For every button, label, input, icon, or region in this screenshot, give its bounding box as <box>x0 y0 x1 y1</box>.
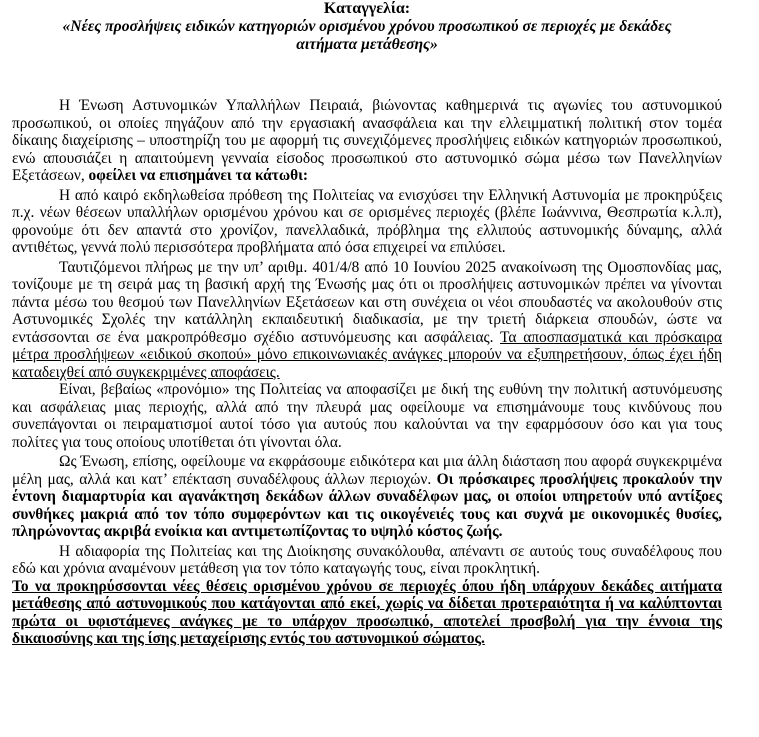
paragraph-4-text: Είναι, βεβαίως «προνόμιο» της Πολιτείας να αποφασίζει με δική της ευθύνη την πολιτική αστυνόμευσης και ασφάλειας μιας περιοχής, αλλά από την πλευρά μας οφείλουμε να επισημάνουμε τους κινδύνους που συνεπάγονται οι πειραματισμοί αυτοί τόσο για αυτούς που καλούνται να την εφαρμόσουν όσο και για τους πολίτες για τους οποίους υποτίθεται ότι γίνονται όλα. <box>12 381 722 451</box>
document-subtitle: «Νέες προσλήψεις ειδικών κατηγοριών ορισμένου χρόνου προσωπικού σε περιοχές με δεκάδες αιτήματα μετάθεσης» <box>62 18 672 53</box>
paragraph-5-bold: Οι πρόσκαιρες προσλήψεις προκαλούν την έντονη διαμαρτυρία και αγανάκτηση δεκάδων άλλων συναδέλφων μας, οι οποίοι υπηρετούν υπό αντίξοες συνθήκες μακριά από τον τόπο συμφερόντων και τις οικογένειές τους και συχνά με οικονομικές θυσίες, πληρώνοντας ακριβά ενοίκια και αντιμετωπίζοντας το υψηλό κόστος ζωής. <box>12 470 722 540</box>
paragraph-1-bold: οφείλει να επισημάνει τα κάτωθι: <box>88 167 309 184</box>
paragraph-2-text: Η από καιρό εκδηλωθείσα πρόθεση της Πολιτείας να ενισχύσει την Ελληνική Αστυνομία με προκηρύξεις π.χ. νέων θέσεων υπαλλήλων ορισμένου χρόνου και σε ορισμένες περιοχές (βλέπε Ιωάννινα, Θεσπρωτία κ.λ.π), φρονούμε ότι δεν απαντά στο χρονίζον, πανελλαδικά, πρόβλημα της ελλιπούς αστυνομικής δύναμης, αλλά αντιθέτως, γεννά πολύ περισσότερα προβλήματα από όσα επιχειρεί να επιλύσει. <box>12 186 722 256</box>
document <box>12 0 722 648</box>
paragraph-3-underlined: Τα αποσπασματικά και πρόσκαιρα μέτρα προσλήψεων «ειδικού σκοπού» μόνο επικοινωνιακές ανάγκες μπορούν να εξυπηρετήσουν, όπως έχει ήδη καταδειχθεί από συγκεκριμένες αποφάσεις. <box>12 328 722 381</box>
paragraph-2 <box>12 187 722 257</box>
paragraph-4 <box>12 381 722 451</box>
paragraph-6-text: Η αδιαφορία της Πολιτείας και της Διοίκησης συνακόλουθα, απέναντι σε αυτούς τους συναδέλφους που εδώ και χρόνια αναμένουν μετάθεση για τον τόπο καταγωγής τους, είναι προκλητική. <box>12 542 722 577</box>
paragraph-5-text: Ως Ένωση, επίσης, οφείλουμε να εκφράσουμε ειδικότερα και μια άλλη διάσταση που αφορά συγκεκριμένα μέλη μας, αλλά και κατ’ επέκταση συναδέλφους άλλων περιοχών. <box>12 453 722 488</box>
paragraph-3-text: Ταυτιζόμενοι πλήρως με την υπ’ αριθμ. 401/4/8 από 10 Ιουνίου 2025 ανακοίνωση της Ομοσπονδίας μας, τονίζουμε με τη σειρά μας τη βασική αρχή της Ένωσής μας ότι οι προσλήψεις αστυνομικών πρέπει να γίνονται πάντα μέσω του θεσμού των Πανελληνίων Εξετάσεων και στη συνέχεια οι νέοι σπουδαστές να ακολουθούν στις Αστυνομικές Σχολές την κατάλληλη εκπαιδευτική διαδικασία, με την τριετή διάρκεια σπουδών, ώστε να εντάσσονται σε ένα μακροπρόθεσμο σχέδιο αστυνόμευσης και ασφάλειας. <box>12 258 722 346</box>
paragraph-5 <box>12 453 722 541</box>
document-body <box>12 97 722 648</box>
paragraph-1 <box>12 97 722 185</box>
closing-statement: Το να προκηρύσσονται νέες θέσεις ορισμένου χρόνου σε περιοχές όπου ήδη υπάρχουν δεκάδες αιτήματα μετάθεσης από αστυνομικούς που κατάγονται από εκεί, χωρίς να δίδεται προτεραιότητα ή να καλύπτονται πρώτα οι υφιστάμενες ανάγκες με το υπάρχον προσωπικό, αποτελεί προσβολή για την έννοια της δικαιοσύνης και της ίσης μεταχείρισης εντός του αστυνομικού σώματος. <box>12 577 722 647</box>
document-title: Καταγγελία: <box>323 0 411 17</box>
paragraph-6 <box>12 543 722 578</box>
paragraph-1-text: Η Ένωση Αστυνομικών Υπαλλήλων Πειραιά, βιώνοντας καθημερινά τις αγωνίες του αστυνομικού προσωπικού, οι οποίες πηγάζουν από την εργασιακή ανασφάλεια και την ελλειμματική πολιτική στον τομέα δίκαιης διαχείρισης – υποστηρίζη του με αφορμή τις συνεχιζόμενες προσλήψεις ειδικών κατηγοριών προσωπικού, ενώ απουσιάζει η απαιτούμενη γενναία είσοδος προσωπικού στο αστυνομικό σώμα μέσω των Πανελληνίων Εξετάσεων, <box>12 97 722 184</box>
paragraph-3 <box>12 259 722 382</box>
